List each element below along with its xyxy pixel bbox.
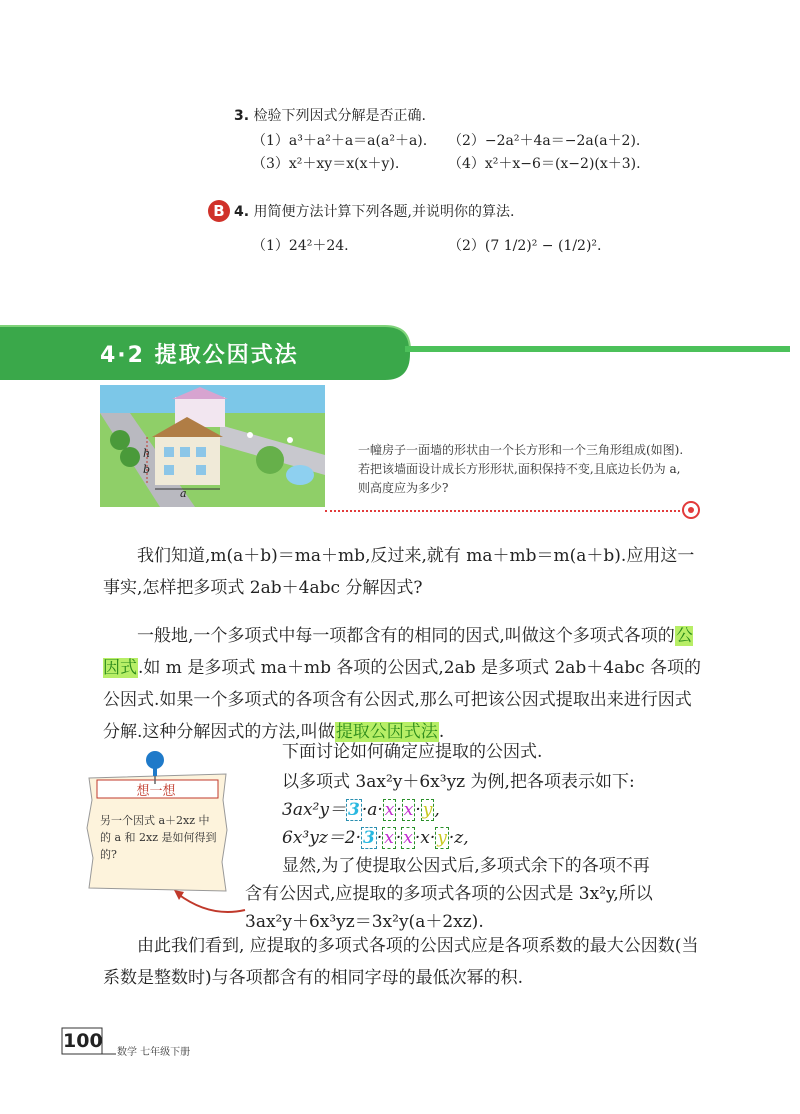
- page-number: 100: [63, 1030, 103, 1052]
- label-b: b: [143, 463, 151, 476]
- exercise-4-item-1: （1）24²＋24.: [252, 238, 349, 254]
- summary-paragraph: 由此我们看到, 应提取的多项式各项的公因式应是各项系数的最大公因数(当系数是整数时)与各项都含有的相同字母的最低次幂的积.: [103, 936, 699, 988]
- scenario-text: 一幢房子一面墙的形状由一个长方形和一个三角形组成(如图).若把该墙面设计成长方形形状,面积保持不变,且底边长仍为 a,则高度应为多少?: [358, 443, 684, 495]
- exercise-4-number: 4.: [234, 204, 250, 220]
- term-common-factor: 公因式: [103, 626, 693, 678]
- conclusion-line-2: 含有公因式,应提取的多项式各项的公因式是 3x²y,所以: [245, 884, 653, 904]
- exercise-3-number: 3.: [234, 108, 250, 124]
- exercise-4-prompt: [234, 202, 514, 222]
- equation-2-lhs: 6x³yz＝2·: [282, 828, 361, 848]
- conclusion-line-3: 3ax²y＋6x³yz＝3x²y(a＋2xz).: [245, 912, 484, 932]
- conclusion-line-1: 显然,为了使提取公因式后,多项式余下的各项不再: [282, 856, 650, 876]
- think-note-body: 另一个因式 a＋2xz 中的 a 和 2xz 是如何得到的?: [100, 814, 217, 861]
- paragraph-intro: 我们知道,m(a＋b)＝ma＋mb,反过来,就有 ma＋mb＝m(a＋b).应用这一事实,怎样把多项式 2ab＋4abc 分解因式?: [103, 546, 695, 598]
- equation-1: 3ax²y＝ 3 ·a· x · x · y ,: [282, 800, 440, 820]
- exercise-4-text: 用简便方法计算下列各题,并说明你的算法.: [253, 204, 515, 220]
- exercise-3-prompt: [234, 106, 426, 126]
- b-level-badge-icon: B: [208, 200, 230, 222]
- definition-text-2: .如 m 是多项式 ma＋mb 各项的公因式,2ab 是多项式 2ab＋4abc 各项的公因式.如果一个多项式的各项含有公因式,那么可把该公因式提取出来进行因式分解.这种分解因式的方法,叫做: [103, 658, 702, 742]
- dotted-divider: [325, 510, 680, 512]
- book-title: 数学 七年级下册: [117, 1047, 191, 1058]
- equation-1-lhs: 3ax²y＝: [282, 800, 346, 820]
- exercise-3-item-4: （4）x²＋x−6＝(x−2)(x＋3).: [448, 156, 641, 172]
- exercise-4-item-2: （2）(7 1/2)² − (1/2)².: [448, 238, 602, 254]
- discussion-line-2: 以多项式 3ax²y＋6x³yz 为例,把各项表示如下:: [282, 772, 635, 792]
- discussion-line-1: 下面讨论如何确定应提取的公因式.: [282, 742, 543, 762]
- term-factor-extraction: 提取公因式法: [335, 722, 438, 742]
- definition-text-1: 一般地,一个多项式中每一项都含有的相同的因式,叫做这个多项式各项的: [137, 626, 675, 646]
- paragraph-definition: [103, 620, 703, 748]
- exercise-3-item-1: （1）a³＋a²＋a＝a(a²＋a).: [252, 133, 428, 149]
- exercise-3-item-2: （2）−2a²＋4a＝−2a(a＋2).: [448, 133, 641, 149]
- label-a: a: [180, 487, 187, 500]
- house-scene-illustration: [100, 385, 325, 507]
- curved-arrow-icon: [170, 880, 250, 920]
- think-note-title: 想一想: [136, 784, 176, 799]
- exercise-3-text: 检验下列因式分解是否正确.: [253, 108, 426, 124]
- exercise-3-item-3: （3）x²＋xy＝x(x＋y).: [252, 156, 400, 172]
- section-title: 4·2 提取公因式法: [100, 343, 299, 368]
- target-icon: [682, 501, 700, 519]
- equation-2: 6x³yz＝2· 3 · x · x ·x· y ·z,: [282, 828, 469, 848]
- definition-text-3: .: [438, 722, 445, 742]
- label-h: h: [143, 447, 151, 460]
